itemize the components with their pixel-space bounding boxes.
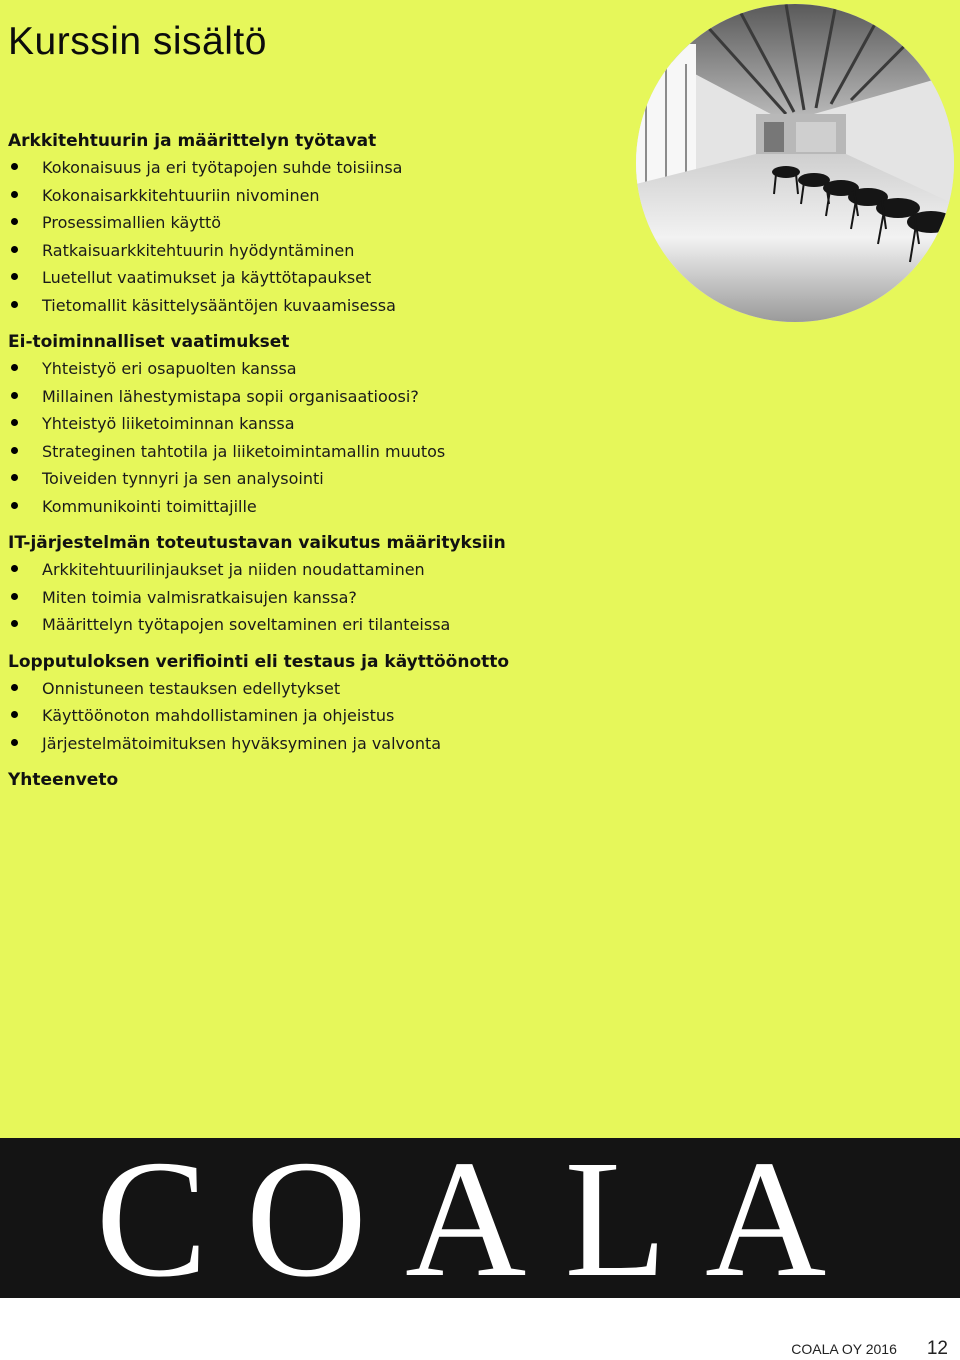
list-item: Yhteistyö eri osapuolten kanssa (8, 355, 628, 383)
list-item: Luetellut vaatimukset ja käyttötapaukset (8, 264, 628, 292)
section (8, 327, 628, 520)
coala-logo: COALA (95, 1138, 865, 1298)
section-heading: Lopputuloksen verifiointi eli testaus ja käyttöönotto (8, 651, 510, 672)
page-title: Kurssin sisältö (8, 20, 267, 63)
list-item: Määrittelyn työtapojen soveltaminen eri tilanteissa (8, 611, 628, 639)
list-item: Prosessimallien käyttö (8, 209, 628, 237)
coala-logo-banner (0, 1138, 960, 1298)
list-item: Ratkaisuarkkitehtuurin hyödyntäminen (8, 237, 628, 265)
list-item: Strateginen tahtotila ja liiketoimintamallin muutos (8, 438, 628, 466)
list-item: Millainen lähestymistapa sopii organisaatioosi? (8, 383, 628, 411)
page-footer (791, 1338, 948, 1360)
list-item: Kokonaisarkkitehtuuriin nivominen (8, 182, 628, 210)
list-item: Tietomallit käsittelysääntöjen kuvaamisessa (8, 292, 628, 320)
list-item: Onnistuneen testauksen edellytykset (8, 675, 628, 703)
bullet-list (8, 675, 628, 758)
list-item: Järjestelmätoimituksen hyväksyminen ja valvonta (8, 730, 628, 758)
section (8, 528, 628, 639)
section (8, 647, 628, 758)
section (8, 765, 628, 793)
page-number: 12 (926, 1338, 948, 1359)
list-item: Kommunikointi toimittajille (8, 493, 628, 521)
bullet-list (8, 556, 628, 639)
list-item: Kokonaisuus ja eri työtapojen suhde toisiinsa (8, 154, 628, 182)
bullet-list (8, 154, 628, 319)
course-content (8, 126, 628, 793)
list-item: Arkkitehtuurilinjaukset ja niiden noudattaminen (8, 556, 628, 584)
office-corridor-photo (636, 4, 954, 322)
list-item: Yhteistyö liiketoiminnan kanssa (8, 410, 628, 438)
section-heading: Ei-toiminnalliset vaatimukset (8, 332, 290, 352)
section-heading: IT-järjestelmän toteutustavan vaikutus määrityksiin (8, 533, 506, 553)
section-heading: Arkkitehtuurin ja määrittelyn työtavat (8, 131, 377, 151)
list-item: Toiveiden tynnyri ja sen analysointi (8, 465, 628, 493)
list-item: Miten toimia valmisratkaisujen kanssa? (8, 584, 628, 612)
section-heading: Yhteenveto (8, 770, 119, 790)
footer-company: COALA OY 2016 (791, 1341, 897, 1357)
section (8, 126, 628, 319)
bullet-list (8, 355, 628, 520)
list-item: Käyttöönoton mahdollistaminen ja ohjeistus (8, 702, 628, 730)
